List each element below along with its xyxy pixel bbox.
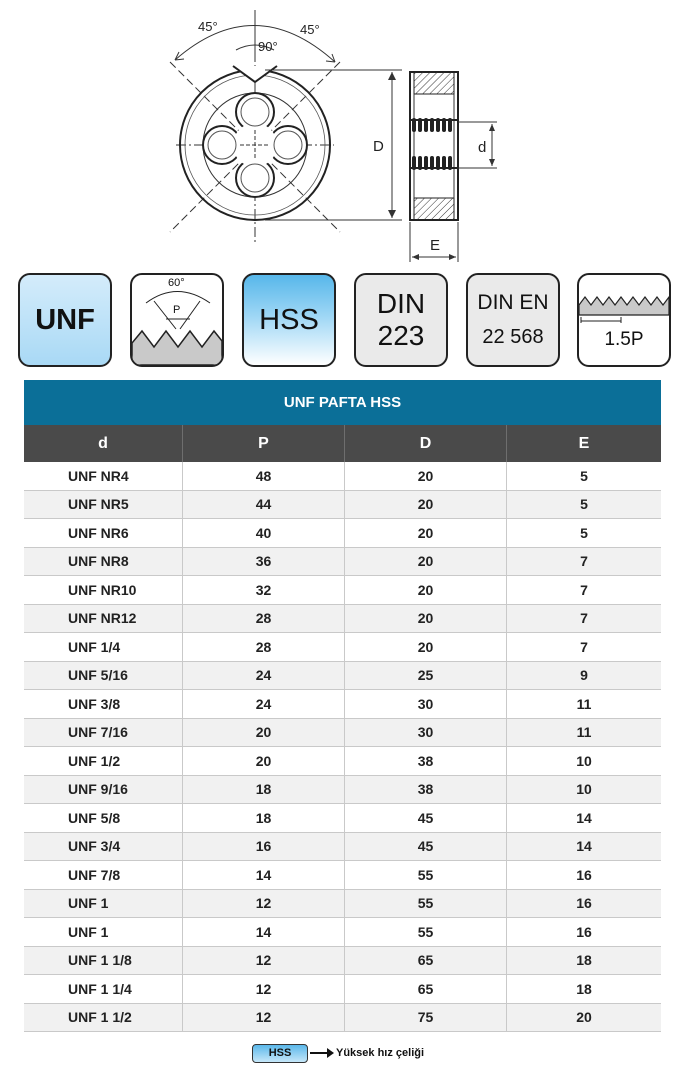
cell-E: 7 xyxy=(507,633,661,662)
table-row xyxy=(24,861,661,890)
cell-E: 10 xyxy=(507,747,661,776)
cell-P: 12 xyxy=(183,1004,345,1033)
header-E: E xyxy=(578,434,590,452)
arrow-right-icon xyxy=(310,1052,328,1054)
cell-d: UNF NR12 xyxy=(24,605,183,634)
table-row xyxy=(24,747,661,776)
cell-E: 7 xyxy=(507,605,661,634)
cell-E: 18 xyxy=(507,947,661,976)
cell-P: 40 xyxy=(183,519,345,548)
legend-hss-badge: HSS xyxy=(252,1044,308,1063)
cell-d: UNF NR5 xyxy=(24,491,183,520)
table-row xyxy=(24,833,661,862)
cell-D: 45 xyxy=(345,804,507,833)
cell-D: 30 xyxy=(345,690,507,719)
cell-D: 65 xyxy=(345,975,507,1004)
table-row xyxy=(24,690,661,719)
cell-d: UNF 7/16 xyxy=(24,719,183,748)
cell-P: 24 xyxy=(183,690,345,719)
cell-D: 20 xyxy=(345,605,507,634)
cell-d: UNF 7/8 xyxy=(24,861,183,890)
table-row xyxy=(24,804,661,833)
table-row xyxy=(24,633,661,662)
dimension-d-label: d xyxy=(478,139,487,156)
table-row xyxy=(24,548,661,577)
table-row xyxy=(24,462,661,491)
cell-P: 12 xyxy=(183,890,345,919)
spec-badges xyxy=(0,273,682,371)
din-en-badge xyxy=(466,273,560,367)
cell-D: 20 xyxy=(345,633,507,662)
cell-E: 16 xyxy=(507,861,661,890)
cell-E: 5 xyxy=(507,491,661,520)
din-223-badge xyxy=(354,273,448,367)
cell-E: 10 xyxy=(507,776,661,805)
cell-E: 7 xyxy=(507,576,661,605)
cell-d: UNF 1 1/4 xyxy=(24,975,183,1004)
cell-d: UNF 1 xyxy=(24,918,183,947)
header-D: D xyxy=(345,425,507,462)
table-row xyxy=(24,576,661,605)
cell-E: 9 xyxy=(507,662,661,691)
cell-D: 55 xyxy=(345,861,507,890)
cell-d: UNF 9/16 xyxy=(24,776,183,805)
cell-D: 38 xyxy=(345,747,507,776)
thread-pitch-label: P xyxy=(173,304,181,316)
cell-P: 18 xyxy=(183,776,345,805)
table-row xyxy=(24,491,661,520)
cell-d: UNF 1/4 xyxy=(24,633,183,662)
table-row xyxy=(24,605,661,634)
cell-D: 65 xyxy=(345,947,507,976)
din-en-label: DIN EN xyxy=(477,291,549,314)
cell-P: 28 xyxy=(183,633,345,662)
cell-D: 75 xyxy=(345,1004,507,1033)
table-body xyxy=(24,462,661,1032)
cell-P: 24 xyxy=(183,662,345,691)
cell-D: 20 xyxy=(345,548,507,577)
cell-D: 45 xyxy=(345,833,507,862)
cell-d: UNF 3/4 xyxy=(24,833,183,862)
table-row xyxy=(24,947,661,976)
table-row xyxy=(24,662,661,691)
cell-D: 55 xyxy=(345,918,507,947)
pitch-label: 1.5P xyxy=(604,329,644,350)
cell-P: 16 xyxy=(183,833,345,862)
cell-P: 28 xyxy=(183,605,345,634)
thread-angle-badge xyxy=(130,273,224,367)
cell-P: 36 xyxy=(183,548,345,577)
cell-E: 20 xyxy=(507,1004,661,1033)
hss-badge xyxy=(242,273,336,367)
table-row xyxy=(24,975,661,1004)
cell-D: 20 xyxy=(345,519,507,548)
cell-d: UNF 5/16 xyxy=(24,662,183,691)
cell-E: 11 xyxy=(507,719,661,748)
legend-text: Yüksek hız çeliği xyxy=(336,1047,425,1059)
cell-P: 48 xyxy=(183,462,345,491)
header-P: P xyxy=(183,425,345,462)
table-title: UNF PAFTA HSS xyxy=(24,380,661,425)
thread-pitch-icon xyxy=(579,275,669,327)
cell-E: 14 xyxy=(507,804,661,833)
cell-D: 25 xyxy=(345,662,507,691)
footer-legend xyxy=(252,1043,424,1063)
cell-E: 7 xyxy=(507,548,661,577)
pitch-badge xyxy=(577,273,671,367)
cell-d: UNF NR8 xyxy=(24,548,183,577)
cell-D: 30 xyxy=(345,719,507,748)
cell-d: UNF 1 xyxy=(24,890,183,919)
cell-P: 12 xyxy=(183,975,345,1004)
cell-E: 5 xyxy=(507,519,661,548)
table-row xyxy=(24,776,661,805)
dimension-D-label: D xyxy=(373,138,384,155)
din-number: 223 xyxy=(377,320,425,351)
table-header xyxy=(24,425,661,462)
cell-P: 18 xyxy=(183,804,345,833)
cell-P: 14 xyxy=(183,918,345,947)
cell-d: UNF 1/2 xyxy=(24,747,183,776)
table-row xyxy=(24,719,661,748)
header-d: d xyxy=(24,425,183,462)
angle-top-label: 90° xyxy=(258,39,278,54)
unf-die-table xyxy=(24,380,661,1032)
angle-right-label: 45° xyxy=(300,22,320,37)
table-row xyxy=(24,519,661,548)
die-technical-drawing xyxy=(0,0,682,265)
cell-D: 20 xyxy=(345,462,507,491)
table-row xyxy=(24,1004,661,1033)
cell-d: UNF NR4 xyxy=(24,462,183,491)
cell-E: 5 xyxy=(507,462,661,491)
cell-E: 18 xyxy=(507,975,661,1004)
unf-badge xyxy=(18,273,112,367)
cell-d: UNF NR6 xyxy=(24,519,183,548)
cell-E: 14 xyxy=(507,833,661,862)
cell-P: 14 xyxy=(183,861,345,890)
die-drawing-svg xyxy=(0,0,682,265)
cell-P: 20 xyxy=(183,747,345,776)
cell-d: UNF NR10 xyxy=(24,576,183,605)
cell-d: UNF 1 1/8 xyxy=(24,947,183,976)
din-en-number: 22 568 xyxy=(482,326,544,348)
cell-P: 12 xyxy=(183,947,345,976)
cell-E: 16 xyxy=(507,890,661,919)
cell-D: 38 xyxy=(345,776,507,805)
cell-P: 32 xyxy=(183,576,345,605)
cell-E: 16 xyxy=(507,918,661,947)
cell-d: UNF 3/8 xyxy=(24,690,183,719)
cell-D: 55 xyxy=(345,890,507,919)
thread-angle-label: 60° xyxy=(168,277,185,289)
cell-P: 44 xyxy=(183,491,345,520)
din-label: DIN xyxy=(376,288,426,319)
dimension-E-label: E xyxy=(430,237,441,254)
cell-D: 20 xyxy=(345,491,507,520)
hss-badge-label: HSS xyxy=(259,303,319,336)
unf-badge-label: UNF xyxy=(35,303,95,336)
cell-P: 20 xyxy=(183,719,345,748)
cell-d: UNF 1 1/2 xyxy=(24,1004,183,1033)
angle-left-label: 45° xyxy=(198,19,218,34)
cell-D: 20 xyxy=(345,576,507,605)
table-row xyxy=(24,890,661,919)
table-row xyxy=(24,918,661,947)
cell-E: 11 xyxy=(507,690,661,719)
cell-d: UNF 5/8 xyxy=(24,804,183,833)
